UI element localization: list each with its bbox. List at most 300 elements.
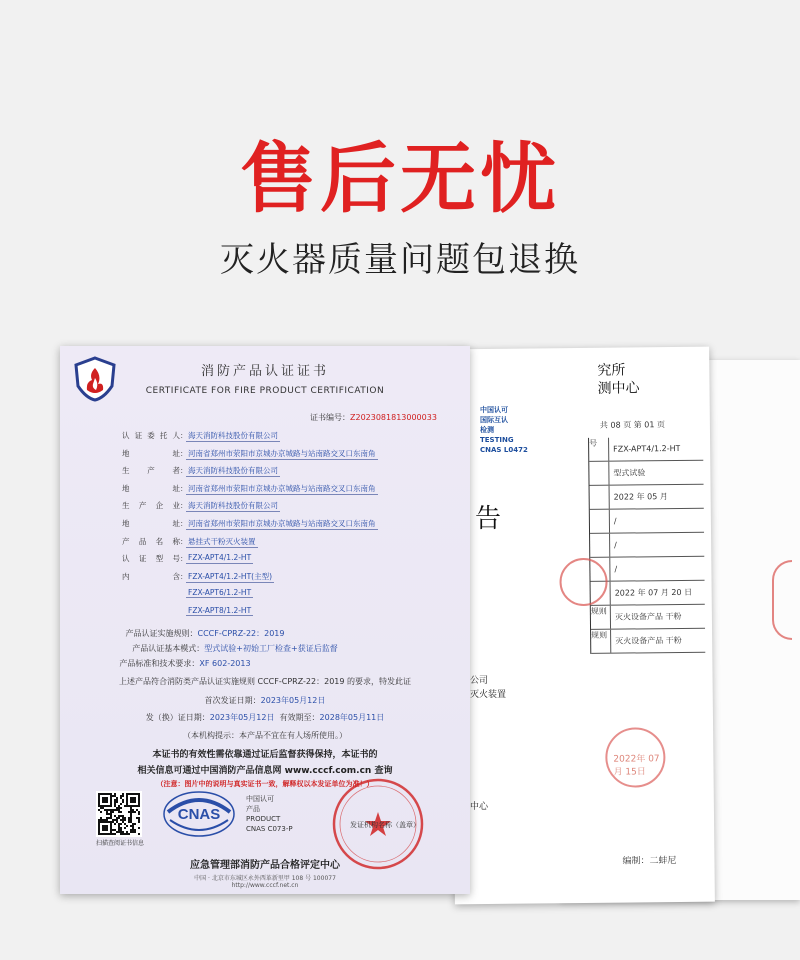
qr-module	[112, 809, 114, 811]
qr-module	[134, 801, 136, 803]
qr-module	[138, 833, 140, 835]
report-row	[590, 485, 704, 510]
field-label: 地址	[122, 483, 180, 493]
qr-module	[132, 825, 134, 827]
field-value: FZX-APT6/1.2-HT	[188, 588, 252, 598]
qr-module	[134, 797, 136, 799]
cert-no-label: 证书编号：	[310, 413, 350, 422]
qr-module	[124, 817, 126, 819]
qr-module	[126, 799, 128, 801]
qr-module	[114, 819, 116, 821]
report-stamp	[559, 558, 608, 607]
qr-module	[98, 825, 100, 827]
qr-module	[134, 799, 136, 801]
report-row-value: 灭火设备产品 干粉	[614, 611, 682, 622]
qr-module	[114, 803, 116, 805]
field-colon: ：	[180, 554, 188, 564]
qr-module	[102, 819, 104, 821]
report-char: 告	[475, 504, 502, 534]
qr-module	[118, 829, 120, 831]
stamp-fragment	[772, 560, 792, 640]
qr-module	[130, 815, 132, 817]
qr-module	[104, 809, 106, 811]
qr-code-icon[interactable]	[96, 791, 142, 837]
qr-module	[98, 801, 100, 803]
seal-date: 2022年 07 月 15日	[613, 754, 660, 778]
qr-module	[102, 793, 104, 795]
report-row-key	[590, 486, 610, 509]
qr-module	[130, 821, 132, 823]
qr-module	[110, 809, 112, 811]
qr-module	[106, 797, 108, 799]
issuer-address	[60, 873, 470, 889]
qr-module	[132, 829, 134, 831]
report-row-value: 型式试验	[613, 468, 646, 478]
qr-module	[134, 811, 136, 813]
certificate-field	[122, 606, 253, 616]
qr-module	[104, 793, 106, 795]
field-value: 悬挂式干粉灭火装置	[188, 536, 256, 546]
qr-module	[104, 827, 106, 829]
qr-module	[130, 793, 132, 795]
qr-module	[128, 817, 130, 819]
side-line: 公司	[470, 676, 489, 686]
report-row-key: 规则	[591, 606, 611, 629]
qr-module	[126, 797, 128, 799]
validity-line-1: 本证书的有效性需依靠通过证后监督获得保持，本证书的	[152, 750, 378, 760]
qr-module	[128, 821, 130, 823]
qr-module	[106, 829, 108, 831]
certificate-field	[122, 500, 280, 512]
qr-module	[104, 799, 106, 801]
qr-module	[110, 833, 112, 835]
qr-module	[102, 799, 104, 801]
qr-module	[112, 829, 114, 831]
field-value: 海天消防科技股份有限公司	[188, 501, 278, 511]
qr-module	[118, 831, 120, 833]
report-row-value: 2022 年 05 月	[613, 492, 668, 502]
qr-module	[108, 813, 110, 815]
qr-module	[132, 831, 134, 833]
qr-module	[138, 817, 140, 819]
qr-module	[128, 811, 130, 813]
qr-module	[104, 801, 106, 803]
qr-module	[126, 833, 128, 835]
qr-module	[110, 811, 112, 813]
qr-module	[108, 821, 110, 823]
qr-module	[136, 805, 138, 807]
qr-module	[130, 811, 132, 813]
qr-module	[112, 833, 114, 835]
certificate-field	[122, 536, 258, 548]
certificate-field	[122, 430, 280, 442]
qr-module	[126, 793, 128, 795]
qr-module	[116, 821, 118, 823]
qr-module	[138, 793, 140, 795]
first-issue-label: 首次发证日期：	[204, 696, 261, 705]
qr-module	[102, 827, 104, 829]
qr-module	[132, 805, 134, 807]
report-row-key: 规则	[591, 630, 611, 653]
qr-module	[116, 819, 118, 821]
qr-module	[110, 799, 112, 801]
certificate-field	[122, 448, 378, 460]
qr-module	[120, 807, 122, 809]
qr-module	[118, 825, 120, 827]
certificate-title-en: CERTIFICATE FOR FIRE PRODUCT CERTIFICATION	[145, 386, 385, 396]
qr-module	[106, 821, 108, 823]
qr-module	[104, 833, 106, 835]
standard-line	[0, 658, 390, 669]
qr-module	[108, 817, 110, 819]
qr-module	[106, 809, 108, 811]
qr-module	[136, 817, 138, 819]
qr-module	[100, 793, 102, 795]
qr-module	[104, 805, 106, 807]
qr-module	[98, 799, 100, 801]
qr-module	[132, 799, 134, 801]
qr-module	[138, 821, 140, 823]
qr-module	[130, 819, 132, 821]
qr-module	[118, 823, 120, 825]
qr-module	[106, 793, 108, 795]
qr-module	[138, 797, 140, 799]
qr-module	[110, 827, 112, 829]
certificate-field	[122, 465, 280, 477]
qr-module	[114, 801, 116, 803]
qr-module	[122, 821, 124, 823]
tag-line: CNAS L0472	[480, 446, 528, 454]
qr-module	[136, 809, 138, 811]
qr-module	[130, 831, 132, 833]
report-row	[591, 629, 705, 654]
qr-module	[104, 797, 106, 799]
tag-line: 中国认可	[480, 406, 508, 414]
qr-module	[118, 809, 120, 811]
qr-module	[134, 829, 136, 831]
field-value: 河南省郑州市荥阳市京城办京城路与站南路交叉口东南角	[188, 483, 376, 493]
qr-module	[116, 817, 118, 819]
qr-module	[118, 817, 120, 819]
website-line: http://www.cccf.net.cn	[231, 882, 299, 889]
qr-module	[102, 833, 104, 835]
field-value: FZX-APT4/1.2-HT(主型)	[188, 571, 272, 581]
qr-module	[130, 809, 132, 811]
qr-module	[130, 797, 132, 799]
qr-module	[106, 811, 108, 813]
qr-module	[100, 819, 102, 821]
qr-module	[120, 815, 122, 817]
fire-product-certificate	[60, 346, 470, 894]
field-colon: ：	[180, 448, 188, 458]
qr-module	[122, 799, 124, 801]
qr-module	[110, 797, 112, 799]
field-value: 河南省郑州市荥阳市京城办京城路与站南路交叉口东南角	[188, 448, 376, 458]
qr-module	[130, 813, 132, 815]
qr-module	[134, 805, 136, 807]
report-row-key	[589, 462, 609, 485]
certificate-field	[122, 588, 253, 598]
cnas-testing-tag	[480, 405, 560, 455]
qr-module	[100, 807, 102, 809]
rule-value: CCCF-CPRZ-22：2019	[197, 629, 285, 638]
certificate-field	[122, 571, 274, 583]
qr-module	[120, 797, 122, 799]
report-row	[590, 557, 704, 582]
report-page-number: 共 08 页 第 01 页	[599, 420, 666, 430]
qr-module	[120, 831, 122, 833]
qr-module	[128, 793, 130, 795]
qr-module	[106, 827, 108, 829]
qr-module	[100, 833, 102, 835]
qr-module	[120, 811, 122, 813]
qr-module	[128, 819, 130, 821]
qr-module	[118, 815, 120, 817]
qr-module	[124, 833, 126, 835]
qr-module	[120, 795, 122, 797]
notice-line: （注意：图片中的说明与真实证书一致，解释权以本发证单位为准！）	[156, 780, 374, 788]
qr-module	[100, 821, 102, 823]
qr-module	[110, 803, 112, 805]
qr-module	[138, 795, 140, 797]
qr-module	[122, 801, 124, 803]
qr-module	[120, 829, 122, 831]
qr-module	[102, 801, 104, 803]
qr-module	[138, 819, 140, 821]
statement: 上述产品符合消防类产品认证实施规则 CCCF-CPRZ-22：2019 的要求，特发此证	[118, 677, 412, 686]
qr-module	[126, 831, 128, 833]
qr-module	[110, 815, 112, 817]
qr-module	[102, 829, 104, 831]
qr-module	[132, 823, 134, 825]
qr-module	[130, 825, 132, 827]
expiry-date: 2028年05月11日	[319, 713, 385, 722]
qr-module	[108, 809, 110, 811]
report-row	[589, 437, 703, 462]
qr-module	[98, 793, 100, 795]
std-value: XF 602-2013	[199, 659, 251, 668]
side-line: 中心	[470, 802, 489, 812]
qr-module	[102, 805, 104, 807]
qr-module	[138, 827, 140, 829]
qr-module	[104, 829, 106, 831]
qr-module	[98, 833, 100, 835]
qr-module	[128, 805, 130, 807]
qr-module	[114, 795, 116, 797]
field-label: 地址	[122, 519, 180, 528]
qr-module	[122, 833, 124, 835]
qr-module	[122, 795, 124, 797]
headline: 售后无忧	[240, 134, 560, 223]
report-row-key	[590, 534, 610, 557]
tag-line: 国际互认	[480, 416, 508, 424]
qr-module	[136, 793, 138, 795]
qr-module	[138, 801, 140, 803]
cnas-logo-icon	[162, 790, 236, 838]
qr-module	[102, 797, 104, 799]
certificate-field	[122, 518, 378, 530]
qr-module	[114, 793, 116, 795]
report-side-lines	[470, 674, 506, 814]
report-seal	[605, 727, 666, 788]
report-row-value: 灭火设备产品 干粉	[615, 635, 682, 646]
qr-module	[114, 805, 116, 807]
report-row-key: 号	[589, 438, 609, 461]
qr-module	[138, 811, 140, 813]
report-row	[591, 581, 705, 606]
qr-module	[130, 817, 132, 819]
qr-module	[124, 819, 126, 821]
validity-line-2: 相关信息可通过中国消防产品信息网 www.cccf.com.cn 查询	[137, 766, 393, 776]
qr-module	[98, 829, 100, 831]
qr-module	[114, 833, 116, 835]
qr-module	[98, 827, 100, 829]
report-table	[588, 437, 705, 654]
field-label: 内含	[122, 571, 180, 581]
qr-module	[106, 819, 108, 821]
qr-module	[120, 803, 122, 805]
qr-module	[120, 833, 122, 835]
field-label	[122, 588, 180, 598]
qr-module	[138, 813, 140, 815]
field-colon: ：	[180, 536, 188, 546]
qr-module	[106, 799, 108, 801]
qr-module	[98, 805, 100, 807]
qr-module	[100, 805, 102, 807]
qr-module	[110, 813, 112, 815]
qr-module	[104, 819, 106, 821]
qr-module	[128, 833, 130, 835]
qr-module	[130, 829, 132, 831]
field-colon: ：	[180, 466, 188, 476]
qr-module	[132, 801, 134, 803]
cnas-logo-text: CNAS	[177, 806, 221, 823]
tag-line: 检测	[480, 426, 494, 434]
qr-module	[124, 823, 126, 825]
qr-module	[110, 821, 112, 823]
qr-module	[116, 799, 118, 801]
qr-module	[126, 795, 128, 797]
qr-module	[132, 793, 134, 795]
qr-module	[106, 805, 108, 807]
report-header-line: 究所	[597, 362, 626, 379]
qr-module	[116, 801, 118, 803]
subline: 灭火器质量问题包退换	[220, 240, 580, 280]
qr-module	[104, 821, 106, 823]
field-label: 认证型号	[122, 554, 180, 564]
cnas-text	[246, 794, 293, 834]
qr-module	[98, 795, 100, 797]
first-issue-line	[60, 695, 470, 706]
field-colon: ：	[180, 519, 188, 528]
field-label: 生产企业	[122, 501, 180, 511]
qr-module	[110, 825, 112, 827]
qr-module	[120, 823, 122, 825]
qr-module	[98, 809, 100, 811]
qr-module	[114, 829, 116, 831]
qr-module	[138, 805, 140, 807]
qr-module	[114, 809, 116, 811]
certificate-number	[310, 412, 437, 423]
field-label: 认证委托人	[122, 431, 180, 440]
first-issue-date: 2023年05月12日	[260, 696, 326, 705]
qr-module	[116, 831, 118, 833]
qr-module	[110, 805, 112, 807]
qr-module	[102, 821, 104, 823]
qr-module	[132, 827, 134, 829]
qr-module	[112, 819, 114, 821]
cnas-text-line: 产品	[246, 805, 260, 813]
report-row	[590, 533, 704, 558]
qr-module	[106, 817, 108, 819]
qr-module	[112, 811, 114, 813]
qr-module	[126, 825, 128, 827]
report-row-value: FZX-APT4/1.2-HT	[613, 443, 681, 454]
qr-module	[114, 799, 116, 801]
side-line: 灭火装置	[470, 690, 507, 700]
qr-module	[132, 809, 134, 811]
qr-module	[108, 793, 110, 795]
qr-module	[120, 827, 122, 829]
qr-module	[124, 805, 126, 807]
qr-module	[98, 797, 100, 799]
qr-module	[126, 801, 128, 803]
qr-module	[122, 793, 124, 795]
qr-module	[98, 821, 100, 823]
expiry-label: 有效期至：	[279, 713, 320, 722]
qr-module	[114, 815, 116, 817]
issue-date: 2023年05月12日	[209, 713, 275, 722]
rule-label: 产品认证实施规则：	[125, 629, 198, 638]
qr-module	[130, 799, 132, 801]
qr-module	[118, 827, 120, 829]
report-header	[597, 361, 639, 397]
qr-module	[116, 807, 118, 809]
issuer-name: 应急管理部消防产品合格评定中心	[190, 860, 340, 871]
mode-value: 型式试验+初始工厂检查+获证后监督	[204, 644, 338, 653]
qr-module	[106, 813, 108, 815]
qr-module	[116, 797, 118, 799]
qr-module	[134, 831, 136, 833]
report-row-value: /	[614, 540, 617, 550]
qr-module	[98, 831, 100, 833]
report-row-key	[590, 510, 610, 533]
field-colon: ：	[180, 483, 188, 493]
qr-module	[106, 833, 108, 835]
qr-module	[122, 817, 124, 819]
qr-module	[124, 827, 126, 829]
qr-module	[126, 803, 128, 805]
qr-module	[106, 801, 108, 803]
qr-module	[134, 823, 136, 825]
qr-module	[110, 829, 112, 831]
qr-module	[110, 823, 112, 825]
qr-module	[98, 819, 100, 821]
qr-module	[132, 797, 134, 799]
issue-line	[60, 712, 470, 723]
cnas-text-line: CNAS C073-P	[246, 825, 293, 833]
seal-caption: 发证机构名称（盖章）	[350, 821, 420, 829]
hint-line: （本机构提示：本产品不宜在有人场所使用。）	[183, 731, 347, 740]
qr-module	[100, 811, 102, 813]
qr-module	[112, 795, 114, 797]
qr-module	[118, 807, 120, 809]
qr-module	[114, 823, 116, 825]
field-label	[122, 606, 180, 616]
qr-module	[130, 805, 132, 807]
qr-module	[110, 795, 112, 797]
qr-module	[120, 819, 122, 821]
